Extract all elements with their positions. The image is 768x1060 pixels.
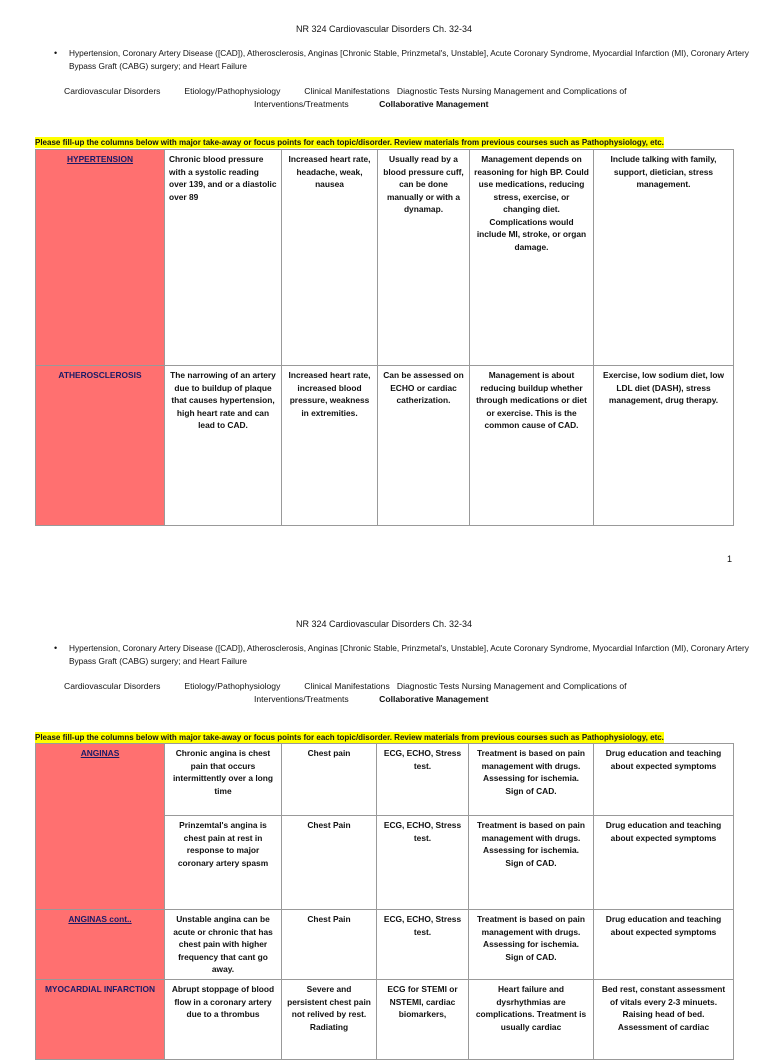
manifestations-cell: Chest Pain (282, 910, 377, 980)
management-cell: Treatment is based on pain management with drugs. Assessing for ischemia. Sign of CAD. (469, 816, 594, 910)
management-cell: Management depends on reasoning for high BP. Could use medications, reducing stress, exercise, or changing diet. Complications would include MI, stroke, or organ damage. (470, 150, 594, 366)
etiology-cell: Prinzemtal's angina is chest pain at rest in response to major coronary artery spasm (165, 816, 282, 910)
diagnostic-cell: ECG, ECHO, Stress test. (377, 910, 469, 980)
table-row (36, 744, 734, 816)
collaborative-cell: Exercise, low sodium diet, low LDL diet (DASH), stress management, drug therapy. (594, 366, 734, 526)
table-row (36, 980, 734, 1060)
column-headers-line1: Cardiovascular Disorders Etiology/Pathophysiology Clinical Manifestations Diagnostic Tests Nursing Management and Complications of (64, 681, 627, 691)
disorders-table-page1 (35, 149, 734, 526)
instruction-note: Please fill-up the columns below with major take-away or focus points for each topic/disorder. Review materials from previous courses such as Pathophysiology, etc. (35, 733, 664, 742)
manifestations-cell: Severe and persistent chest pain not relived by rest. Radiating (282, 980, 377, 1060)
document-page-2 (0, 595, 768, 1032)
topic-cell: ATHEROSCLEROSIS (36, 366, 165, 526)
table-row (36, 910, 734, 980)
diagnostic-cell: ECG for STEMI or NSTEMI, cardiac biomarkers, (377, 980, 469, 1060)
table-row (36, 366, 734, 526)
document-title: NR 324 Cardiovascular Disorders Ch. 32-34 (295, 24, 473, 34)
diagnostic-cell: Can be assessed on ECHO or cardiac catherization. (378, 366, 470, 526)
management-cell: Management is about reducing buildup whether through medications or diet or exercise. This is the common cause of CAD. (470, 366, 594, 526)
disorders-table-page2 (35, 743, 734, 1060)
etiology-cell: Abrupt stoppage of blood flow in a coronary artery due to a thrombus (165, 980, 282, 1060)
column-headers (64, 85, 714, 111)
table-row (36, 150, 734, 366)
column-headers-line1: Cardiovascular Disorders Etiology/Pathophysiology Clinical Manifestations Diagnostic Tests Nursing Management and Complications of (64, 86, 627, 96)
column-headers-line2a: Interventions/Treatments (254, 694, 349, 704)
etiology-cell: Unstable angina can be acute or chronic that has chest pain with higher frequency that cant go away. (165, 910, 282, 980)
collaborative-cell: Drug education and teaching about expected symptoms (594, 744, 734, 816)
topic-list: Hypertension, Coronary Artery Disease ([CAD]), Atherosclerosis, Anginas [Chronic Stable, Prinzmetal's, Unstable], Acute Coronary Syndrome, Myocardial Infarction (MI), Coronary Artery Bypass Graft (CABG) surgery; and Heart Failure (69, 643, 749, 666)
column-headers-line2a: Interventions/Treatments (254, 99, 349, 109)
topic-cell: HYPERTENSION (36, 150, 165, 366)
manifestations-cell: Chest pain (282, 744, 377, 816)
management-cell: Treatment is based on pain management with drugs. Assessing for ischemia. Sign of CAD. (469, 744, 594, 816)
column-headers-line2b: Collaborative Management (379, 99, 489, 109)
collaborative-cell: Include talking with family, support, dietician, stress management. (594, 150, 734, 366)
collaborative-cell: Drug education and teaching about expected symptoms (594, 816, 734, 910)
topic-cell: ANGINAS (36, 744, 165, 910)
bullet-icon: • (54, 48, 58, 58)
topic-list: Hypertension, Coronary Artery Disease ([CAD]), Atherosclerosis, Anginas [Chronic Stable, Prinzmetal's, Unstable], Acute Coronary Syndrome, Myocardial Infarction (MI), Coronary Artery Bypass Graft (CABG) surgery; and Heart Failure (69, 48, 749, 71)
collaborative-cell: Drug education and teaching about expected symptoms (594, 910, 734, 980)
diagnostic-cell: ECG, ECHO, Stress test. (377, 816, 469, 910)
etiology-cell: Chronic angina is chest pain that occurs intermittently over a long time (165, 744, 282, 816)
collaborative-cell: Bed rest, constant assessment of vitals every 2-3 minuets. Raising head of bed. Assessment of cardiac (594, 980, 734, 1060)
management-cell: Heart failure and dysrhythmias are complications. Treatment is usually cardiac (469, 980, 594, 1060)
column-headers-line2b: Collaborative Management (379, 694, 489, 704)
manifestations-cell: Chest Pain (282, 816, 377, 910)
column-headers (64, 680, 714, 706)
topic-cell: MYOCARDIAL INFARCTION (36, 980, 165, 1060)
bullet-icon: • (54, 643, 58, 653)
instruction-note: Please fill-up the columns below with major take-away or focus points for each topic/disorder. Review materials from previous courses such as Pathophysiology, etc. (35, 138, 664, 147)
diagnostic-cell: ECG, ECHO, Stress test. (377, 744, 469, 816)
diagnostic-cell: Usually read by a blood pressure cuff, can be done manually or with a dynamap. (378, 150, 470, 366)
etiology-cell: The narrowing of an artery due to buildup of plaque that causes hypertension, high heart rate and can lead to CAD. (165, 366, 282, 526)
topic-cell: ANGINAS cont.. (36, 910, 165, 980)
document-title: NR 324 Cardiovascular Disorders Ch. 32-34 (295, 619, 473, 629)
page-number: 1 (727, 554, 733, 564)
manifestations-cell: Increased heart rate, headache, weak, nausea (282, 150, 378, 366)
etiology-cell: Chronic blood pressure with a systolic reading over 139, and or a diastolic over 89 (165, 150, 282, 366)
management-cell: Treatment is based on pain management with drugs. Assessing for ischemia. Sign of CAD. (469, 910, 594, 980)
manifestations-cell: Increased heart rate, increased blood pressure, weakness in extremities. (282, 366, 378, 526)
